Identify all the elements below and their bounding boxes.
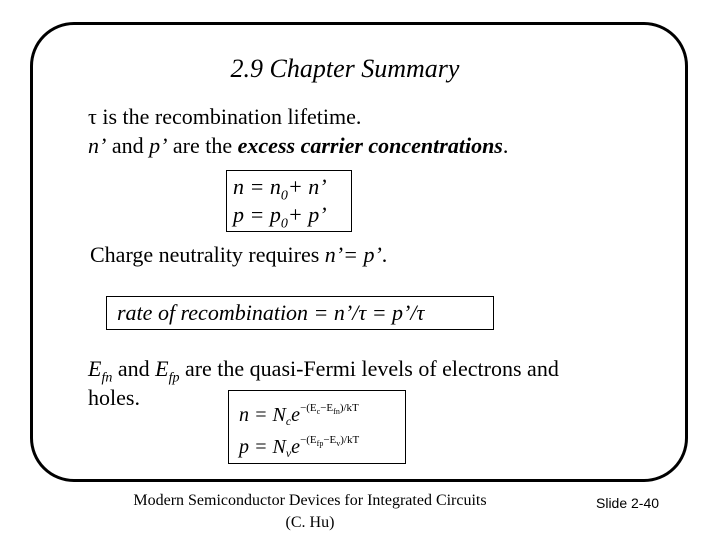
n-eq-left: n = n [233, 174, 281, 199]
carrier-equation-box [226, 170, 352, 232]
efn-sub: fn [101, 370, 113, 386]
tau-symbol: τ [88, 104, 97, 129]
fermi-and: and [112, 356, 156, 381]
efp-sub: fp [168, 370, 180, 386]
p-eq-sub: 0 [280, 216, 288, 232]
efp-e: E [155, 356, 169, 381]
excess-concentrations-text: excess carrier concentrations [237, 133, 503, 158]
p-eq-left: p = p [233, 202, 281, 227]
holes-line: holes. [88, 385, 140, 410]
footer-book-title: Modern Semiconductor Devices for Integrated Circuits [133, 492, 487, 509]
n-eq-right: + n’ [287, 174, 327, 199]
footer-author: (C. Hu) [285, 514, 335, 531]
efn-e: E [88, 356, 102, 381]
neutrality-period: . [381, 242, 388, 267]
footer-citation [110, 490, 510, 534]
fermi-line [88, 356, 559, 391]
neutrality-equation: n’= p’ [324, 242, 382, 267]
fermi-text: are the quasi-Fermi levels of electrons and [179, 356, 559, 381]
lifetime-text: is the recombination lifetime. [96, 104, 362, 129]
are-the-text: are the [167, 133, 238, 158]
recombination-rate-text: rate of recombination = n’/τ = p’/τ [117, 300, 425, 325]
p-eq-right: + p’ [287, 202, 327, 227]
n-prime: n’ [88, 133, 107, 158]
quasi-fermi-equations [229, 391, 405, 463]
neutrality-line [90, 242, 387, 268]
eq1-text: $n = N_ce^{-(E}c-Efn)/kT$ [239, 402, 359, 428]
period: . [502, 133, 509, 158]
slide-number: Slide 2-40 [596, 495, 660, 511]
and-text: and [106, 133, 150, 158]
neutrality-text: Charge neutrality requires [90, 242, 325, 267]
excess-line [88, 133, 508, 159]
slide-title: 2.9 Chapter Summary [230, 54, 460, 83]
p-equation [233, 202, 327, 237]
quasi-fermi-equation-box [228, 390, 406, 464]
p-prime: p’ [149, 133, 168, 158]
lifetime-line [88, 104, 361, 130]
eq2-text: $p = N_ve^{-(E}fp-Ev)/kT$ [239, 434, 360, 460]
n-eq-sub: 0 [280, 188, 288, 204]
recombination-rate-box [106, 296, 494, 330]
